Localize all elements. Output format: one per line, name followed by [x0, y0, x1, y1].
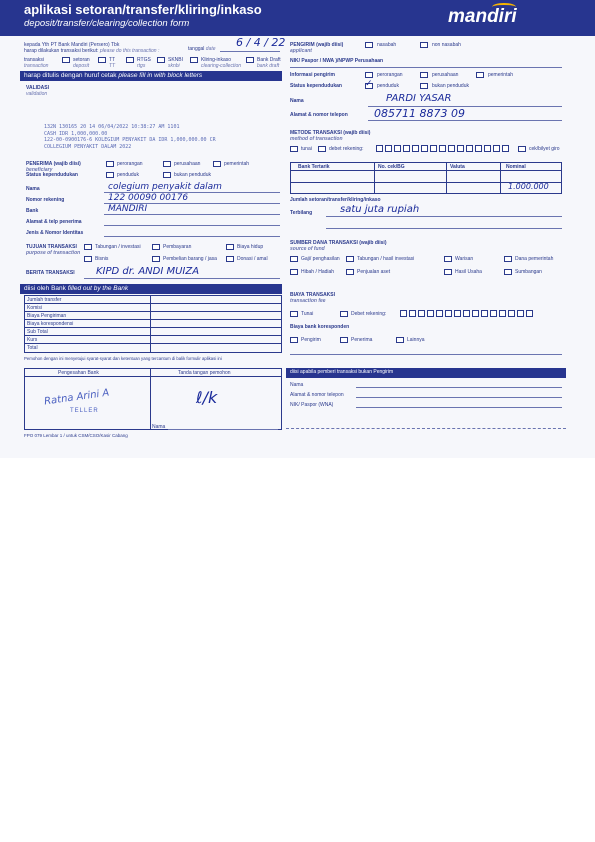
- biaya-label: BIAYA TRANSAKSI transaction fee: [290, 292, 336, 304]
- account-digit-cell[interactable]: [448, 145, 455, 152]
- penerima-perorangan-checkbox[interactable]: [106, 161, 114, 167]
- account-digit-cell[interactable]: [508, 310, 515, 317]
- account-digit-cell[interactable]: [454, 310, 461, 317]
- tujuan-tabungan-label: Tabungan / investasi: [95, 244, 141, 250]
- tujuan-pembayaran-checkbox[interactable]: [152, 244, 160, 250]
- tanda-tangan-label: Tanda tangan pemohon: [178, 370, 231, 376]
- koresp-penerima-checkbox[interactable]: [340, 337, 348, 343]
- sumber-warisan-label: Warisan: [455, 256, 474, 262]
- stamp-line-3: 122-00-0900176-6 KOLEGIUM PENYAKIT DA IDR 1,000,000.00 CR: [44, 137, 216, 143]
- bottom-alamat-label: Alamat & nomor telepon: [290, 392, 344, 398]
- penerima-nama-value[interactable]: colegium penyakit dalam: [108, 182, 222, 192]
- metode-tunai-checkbox[interactable]: [290, 146, 298, 152]
- sumber-tabungan-checkbox[interactable]: [346, 256, 354, 262]
- sumber-label: SUMBER DANA TRANSAKSI (wajib diisi) source of fund: [290, 240, 387, 252]
- nik-label: NIK/ Paspor / NWA )/NPWP Perusahaan: [290, 58, 384, 64]
- tanggal-line: [220, 51, 280, 52]
- metode-cek-checkbox[interactable]: [518, 146, 526, 152]
- form-subtitle: deposit/transfer/clearing/collection form: [24, 18, 190, 29]
- setoran-checkbox[interactable]: [62, 57, 70, 63]
- nominal-value[interactable]: 1.000.000: [508, 182, 549, 191]
- account-digit-cell[interactable]: [430, 145, 437, 152]
- account-digit-cell[interactable]: [463, 310, 470, 317]
- pengirim-bukan-penduduk-label: bukan penduduk: [432, 83, 469, 89]
- tanggal-value[interactable]: 6 / 4 / 22: [236, 36, 286, 49]
- pengirim-perusahaan-label: perusahaan: [432, 72, 459, 78]
- account-digit-cell[interactable]: [400, 310, 407, 317]
- metode-debet-label: debet rekening:: [329, 146, 364, 152]
- kliring-label: Kliring-inkaso clearing-collection: [201, 57, 242, 69]
- bottom-nama-line: [356, 387, 562, 388]
- penerima-perusahaan-label: perusahaan: [174, 161, 201, 167]
- account-digit-cell[interactable]: [481, 310, 488, 317]
- account-digit-cell[interactable]: [436, 310, 443, 317]
- non-nasabah-checkbox[interactable]: [420, 42, 428, 48]
- bottom-nik-label: NIK/ Paspor (WNA): [290, 402, 334, 408]
- penerima-rekening-label: Nomor rekening: [26, 197, 65, 203]
- tt-label: TT TT: [109, 57, 116, 69]
- penerima-bank-value[interactable]: MANDIRI: [108, 204, 148, 214]
- terbilang-line-1: [326, 216, 562, 217]
- cheque-header-line: [290, 170, 562, 171]
- signature-header-line: [24, 376, 282, 377]
- account-digit-cell[interactable]: [403, 145, 410, 152]
- bank-row-biaya-pengiriman: Biaya Pengiriman: [27, 313, 67, 319]
- account-digit-cell[interactable]: [484, 145, 491, 152]
- metode-tunai-label: tunai: [301, 146, 312, 152]
- sumber-hibah-checkbox[interactable]: [290, 269, 298, 275]
- teller-stamp-word: TELLER: [70, 408, 99, 414]
- bottom-nama-label: Nama: [290, 382, 304, 388]
- tujuan-donasi-label: Donasi / amal: [237, 256, 268, 262]
- penerima-status-label: Status kependudukan: [26, 172, 78, 178]
- biaya-bottom-line: [290, 354, 562, 355]
- tujuan-pembelian-label: Pembelian barang / jasa: [163, 256, 217, 262]
- form-title: aplikasi setoran/transfer/kliring/inkaso: [24, 2, 262, 17]
- rtgs-checkbox[interactable]: [126, 57, 134, 63]
- cheque-header-nocek: No. cek/BG: [378, 164, 405, 170]
- validasi-label: VALIDASI: [26, 85, 49, 91]
- bank-row-line: [24, 311, 282, 312]
- bottom-dashed-line: [286, 428, 566, 429]
- nasabah-checkbox[interactable]: [365, 42, 373, 48]
- account-digit-cell[interactable]: [475, 145, 482, 152]
- pengirim-perorangan-label: perorangan: [377, 72, 403, 78]
- stamp-line-4: COLLEGIUM PENYAKIT DALAM 2022: [44, 143, 132, 150]
- instruction-text: harap dilakukan transaksi berikut: please do this transaction :: [24, 48, 160, 54]
- informasi-label: Informasi pengirim: [290, 72, 336, 78]
- koresp-lainnya-label: Lainnya: [407, 337, 425, 343]
- tujuan-pembayaran-label: Pembayaran: [163, 244, 192, 250]
- account-digit-cell[interactable]: [376, 145, 383, 152]
- penerima-penduduk-label: penduduk: [117, 172, 139, 178]
- stamp-line-2: CASH IDR 1,000,000.00: [44, 130, 108, 137]
- setoran-label: setoran deposit: [73, 57, 90, 69]
- pengirim-alamat-value[interactable]: 085711 8873 09: [374, 107, 465, 120]
- kepada-text: kepada Yth PT Bank Mandiri (Persero) Tbk: [24, 42, 120, 48]
- account-digit-cell[interactable]: [385, 145, 392, 152]
- bottom-alamat-line: [356, 397, 562, 398]
- tujuan-biaya-hidup-checkbox[interactable]: [226, 244, 234, 250]
- terbilang-line-2: [326, 228, 562, 229]
- bank-row-line: [24, 335, 282, 336]
- bank-row-line: [24, 343, 282, 344]
- account-digit-cell[interactable]: [421, 145, 428, 152]
- penerima-bank-line: [104, 214, 280, 215]
- account-digit-cell[interactable]: [457, 145, 464, 152]
- sumber-tabungan-label: Tabungan / hasil investasi: [357, 256, 415, 262]
- tt-checkbox[interactable]: [98, 57, 106, 63]
- mandiri-logo: mandiri: [448, 6, 517, 27]
- account-digit-cell[interactable]: [427, 310, 434, 317]
- rtgs-label: RTGS rtgs: [137, 57, 151, 69]
- applicant-signature: ℓ/k: [196, 388, 218, 407]
- account-digit-cell[interactable]: [526, 310, 533, 317]
- bankdraft-label: Bank Draft bank draft: [257, 57, 281, 69]
- pengesahan-label: Pengesahan Bank: [58, 370, 99, 376]
- bank-row-biaya-koresp: Biaya korespondensi: [27, 321, 74, 327]
- account-digit-cell[interactable]: [466, 145, 473, 152]
- tanggal-label: tanggal date: [188, 46, 216, 52]
- nik-line: [290, 67, 562, 68]
- bank-row-komisi: Komisi: [27, 305, 43, 311]
- pengirim-perusahaan-checkbox[interactable]: [420, 72, 428, 78]
- logo-wave-icon: [492, 3, 516, 11]
- pengirim-nama-label: Nama: [290, 98, 304, 104]
- bankdraft-checkbox[interactable]: [246, 57, 254, 63]
- sumber-hasil-usaha-checkbox[interactable]: [444, 269, 452, 275]
- penerima-jenis-label: Jenis & Nomor Identitas: [26, 230, 84, 236]
- disclaimer-text: Pemohon dengan ini menyetujui syarat-syarat dan ketentuan yang tercantum di balik formulir aplikasi ini: [24, 356, 222, 361]
- sumber-dana-pemerintah-checkbox[interactable]: [504, 256, 512, 262]
- tujuan-donasi-checkbox[interactable]: [226, 256, 234, 262]
- biaya-debet-label: Debet rekening:: [351, 311, 387, 317]
- sknbi-label: SKNBI sknbi: [168, 57, 184, 69]
- cheque-col-divider: [500, 162, 501, 194]
- biaya-debet-checkbox[interactable]: [340, 311, 348, 317]
- sumber-sumbangan-label: Sumbangan: [515, 269, 542, 275]
- penerima-perorangan-label: perorangan: [117, 161, 143, 167]
- penerima-alamat-label: Alamat & telp penerima: [26, 219, 82, 225]
- berita-line: [84, 278, 280, 279]
- account-digit-cell[interactable]: [445, 310, 452, 317]
- account-digit-cell[interactable]: [517, 310, 524, 317]
- transaksi-label: transaksi transaction: [24, 57, 49, 69]
- sumber-sumbangan-checkbox[interactable]: [504, 269, 512, 275]
- biaya-koresp-label: Biaya bank koresponden: [290, 324, 350, 330]
- signature-nama-line: [168, 429, 278, 430]
- bank-row-line: [24, 327, 282, 328]
- account-digit-cell[interactable]: [502, 145, 509, 152]
- berita-label: BERITA TRANSAKSI: [26, 270, 75, 276]
- penerima-penduduk-checkbox[interactable]: [106, 172, 114, 178]
- penerima-perusahaan-checkbox[interactable]: [163, 161, 171, 167]
- penduduk-check-icon: ✓: [365, 79, 373, 89]
- bank-bar: diisi oleh Bank filled out by the Bank: [20, 284, 282, 294]
- biaya-tunai-label: Tunai: [301, 311, 314, 317]
- account-digit-cell[interactable]: [499, 310, 506, 317]
- jumlah-label: Jumlah setoran/transfer/kliring/inkaso: [290, 197, 381, 203]
- sumber-warisan-checkbox[interactable]: [444, 256, 452, 262]
- biaya-tunai-checkbox[interactable]: [290, 311, 298, 317]
- bank-row-jumlah: Jumlah transfer: [27, 297, 62, 303]
- penerima-label: PENERIMA (wajib diisi) beneficiary: [26, 161, 81, 173]
- pengirim-penduduk-label: penduduk: [377, 83, 399, 89]
- pengirim-nama-value[interactable]: PARDI YASAR: [386, 93, 452, 104]
- sknbi-checkbox[interactable]: [157, 57, 165, 63]
- form-header: [0, 0, 595, 36]
- koresp-lainnya-checkbox[interactable]: [396, 337, 404, 343]
- pengirim-pemerintah-label: pemerintah: [488, 72, 514, 78]
- pengirim-bukan-penduduk-checkbox[interactable]: [420, 83, 428, 89]
- validasi-en: validation: [26, 91, 48, 97]
- block-letters-bar: harap ditulis dengan huruf cetak please fill in with block letters: [20, 71, 282, 81]
- tujuan-pembelian-checkbox[interactable]: [152, 256, 160, 262]
- account-digit-cell[interactable]: [472, 310, 479, 317]
- tujuan-bisnis-label: Bisnis: [95, 256, 109, 262]
- bank-row-line: [24, 319, 282, 320]
- non-nasabah-label: non nasabah: [432, 42, 461, 48]
- tujuan-label: TUJUAN TRANSAKSI purpose of transaction: [26, 244, 81, 256]
- penerima-pemerintah-label: pemerintah: [224, 161, 250, 167]
- bottom-bar: diisi apabila pemberi transaksi bukan Pengirim: [286, 368, 566, 378]
- metode-cek-label: cek/bilyet giro: [529, 146, 560, 152]
- kliring-checkbox[interactable]: [190, 57, 198, 63]
- tujuan-biaya-hidup-label: Biaya hidup: [237, 244, 264, 250]
- validation-stamp: [44, 124, 216, 150]
- penerima-bukan-penduduk-label: bukan penduduk: [174, 172, 211, 178]
- penerima-jenis-line: [104, 236, 280, 237]
- teller-stamp: Ratna Arini A: [43, 387, 110, 408]
- penerima-alamat-line: [104, 225, 280, 226]
- sumber-dana-pemerintah-label: Dana pemerintah: [515, 256, 554, 262]
- terbilang-value[interactable]: satu juta rupiah: [340, 204, 420, 215]
- account-digit-cell[interactable]: [412, 145, 419, 152]
- account-digit-cell[interactable]: [418, 310, 425, 317]
- sumber-hasil-usaha-label: Hasil Usaha: [455, 269, 482, 275]
- penerima-rekening-value[interactable]: 122 00090 00176: [108, 193, 189, 203]
- bank-row-kurs: Kurs: [27, 337, 38, 343]
- metode-label: METODE TRANSAKSI (wajib diisi) method of transaction: [290, 130, 371, 142]
- koresp-pengirim-label: Pengirim: [301, 337, 321, 343]
- account-digit-cell[interactable]: [394, 145, 401, 152]
- pengirim-status-label: Status kependudukan: [290, 83, 342, 89]
- account-digit-cell[interactable]: [409, 310, 416, 317]
- berita-value[interactable]: KIPD dr. ANDI MUIZA: [96, 266, 200, 277]
- sumber-penjualan-checkbox[interactable]: [346, 269, 354, 275]
- cheque-col-divider: [446, 162, 447, 194]
- koresp-pengirim-checkbox[interactable]: [290, 337, 298, 343]
- tujuan-tabungan-checkbox[interactable]: [84, 244, 92, 250]
- pengirim-alamat-line: [368, 120, 562, 121]
- footer-text: FPO 079 Lembar 1 / untuk CSM/CSO/Kasir Cabang: [24, 433, 128, 438]
- account-digit-cell[interactable]: [493, 145, 500, 152]
- pengirim-label: PENGIRIM (wajib diisi) applicant: [290, 42, 344, 54]
- pengirim-alamat-label: Alamat & nomor telepon: [290, 112, 348, 118]
- pengirim-perorangan-checkbox[interactable]: [365, 72, 373, 78]
- sumber-gaji-checkbox[interactable]: [290, 256, 298, 262]
- tujuan-bisnis-checkbox[interactable]: [84, 256, 92, 262]
- signature-nama-label: Nama: [152, 424, 166, 430]
- sumber-gaji-label: Gaji/ penghasilan: [301, 256, 340, 262]
- cheque-header-valuta: Valuta: [450, 164, 465, 170]
- bottom-nik-line: [356, 407, 562, 408]
- penerima-pemerintah-checkbox[interactable]: [213, 161, 221, 167]
- bank-row-total: Total: [27, 345, 38, 351]
- penerima-bank-label: Bank: [26, 208, 39, 214]
- koresp-penerima-label: Penerima: [351, 337, 373, 343]
- account-digit-cell[interactable]: [490, 310, 497, 317]
- account-digit-cell[interactable]: [439, 145, 446, 152]
- sumber-penjualan-label: Penjualan aset: [357, 269, 391, 275]
- cheque-header-nominal: Nominal: [506, 164, 526, 170]
- penerima-nama-label: Nama: [26, 186, 40, 192]
- sumber-hibah-label: Hibah / Hadiah: [301, 269, 335, 275]
- penerima-bukan-penduduk-checkbox[interactable]: [163, 172, 171, 178]
- stamp-line-1: 132N 130165 20 14 06/04/2022 10:38:27 AM 1101: [44, 124, 180, 130]
- bank-row-line: [24, 303, 282, 304]
- nasabah-label: nasabah: [377, 42, 397, 48]
- cheque-col-divider: [374, 162, 375, 194]
- bank-row-subtotal: Sub Total: [27, 329, 48, 335]
- signature-divider: [150, 368, 151, 430]
- terbilang-label: Terbilang: [290, 210, 313, 216]
- cheque-header-bank: Bank Tertarik: [298, 164, 330, 170]
- metode-debet-checkbox[interactable]: [318, 146, 326, 152]
- pengirim-pemerintah-checkbox[interactable]: [476, 72, 484, 78]
